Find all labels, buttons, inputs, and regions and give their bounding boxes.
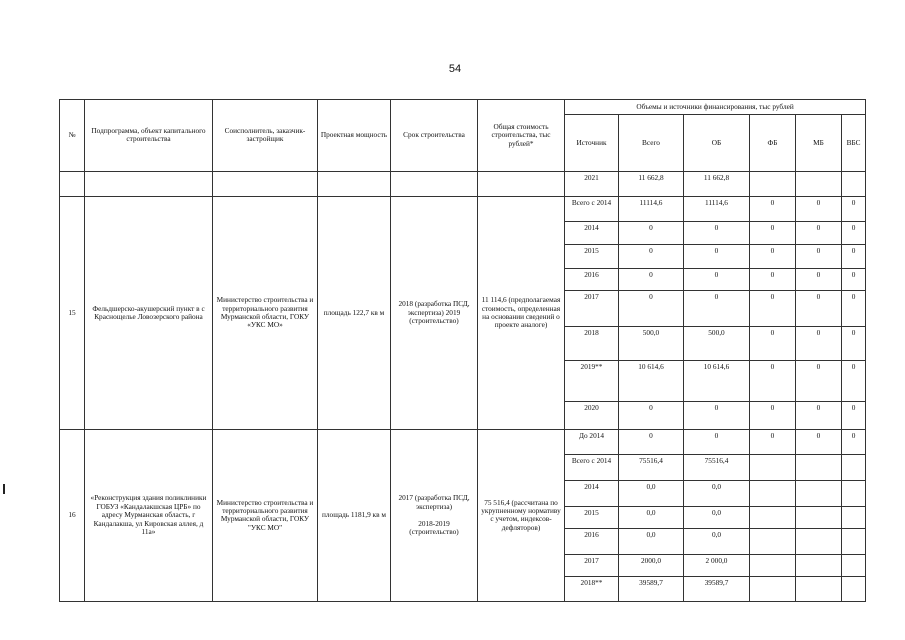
vbs-cell: 0 bbox=[842, 402, 866, 430]
col-total-header: Всего bbox=[619, 115, 684, 171]
financing-header: Объемы и источники финансирования, тыс рублей bbox=[565, 100, 866, 115]
total-cell: 0 bbox=[619, 290, 684, 327]
vbs-cell: 0 bbox=[842, 290, 866, 327]
fb-cell bbox=[750, 506, 796, 529]
vbs-cell bbox=[842, 481, 866, 507]
page-number: 54 bbox=[448, 63, 462, 75]
ob-cell: 0,0 bbox=[684, 506, 750, 529]
ob-cell: 500,0 bbox=[684, 327, 750, 361]
col-num-header: № bbox=[60, 100, 85, 172]
ob-cell: 11114,6 bbox=[684, 197, 750, 222]
vbs-cell: 0 bbox=[842, 361, 866, 402]
col-source-header: Источник bbox=[565, 115, 619, 171]
empty-cell bbox=[213, 171, 318, 197]
total-cost: 11 114,6 (предполагаемая стоимость, определенная на основании сведений о проекте аналоге) bbox=[478, 197, 565, 430]
vbs-cell: 0 bbox=[842, 429, 866, 455]
source-cell: Всего с 2014 bbox=[565, 455, 619, 481]
total-cell: 0,0 bbox=[619, 529, 684, 555]
capacity: площадь 122,7 кв м bbox=[318, 197, 391, 430]
ob-cell: 0 bbox=[684, 245, 750, 269]
total-cell: 2000,0 bbox=[619, 554, 684, 577]
mb-cell: 0 bbox=[796, 361, 842, 402]
period-design: 2017 (разработка ПСД, экспертиза) bbox=[398, 493, 470, 511]
fb-cell: 0 bbox=[750, 245, 796, 269]
fb-cell bbox=[750, 529, 796, 555]
col-mb-header: МБ bbox=[796, 115, 842, 171]
total-cell: 0 bbox=[619, 221, 684, 245]
executor: Министерство строительства и территориального развития Мурманской области, ГОКУ "УКС МО" bbox=[213, 429, 318, 601]
ob-cell: 0 bbox=[684, 290, 750, 327]
total-cell: 0 bbox=[619, 269, 684, 291]
source-cell: 2019** bbox=[565, 361, 619, 402]
vbs-cell bbox=[842, 171, 866, 197]
fb-cell bbox=[750, 455, 796, 481]
fb-cell: 0 bbox=[750, 197, 796, 222]
ob-cell: 0 bbox=[684, 429, 750, 455]
col-total-cost-header: Общая стоимость строительства, тыс рублей* bbox=[478, 100, 565, 172]
financing-table bbox=[59, 99, 866, 602]
mb-cell: 0 bbox=[796, 269, 842, 291]
mb-cell bbox=[796, 171, 842, 197]
ob-cell: 75516,4 bbox=[684, 455, 750, 481]
source-cell: Всего с 2014 bbox=[565, 197, 619, 222]
empty-cell bbox=[391, 171, 478, 197]
col-executor-header: Соисполнитель, заказчик-застройщик bbox=[213, 100, 318, 172]
mb-cell: 0 bbox=[796, 245, 842, 269]
mb-cell: 0 bbox=[796, 429, 842, 455]
vbs-cell bbox=[842, 455, 866, 481]
vbs-cell bbox=[842, 554, 866, 577]
fb-cell: 0 bbox=[750, 290, 796, 327]
vbs-cell bbox=[842, 506, 866, 529]
vbs-cell: 0 bbox=[842, 327, 866, 361]
mb-cell bbox=[796, 577, 842, 602]
total-cell: 500,0 bbox=[619, 327, 684, 361]
ob-cell: 10 614,6 bbox=[684, 361, 750, 402]
vbs-cell: 0 bbox=[842, 221, 866, 245]
ob-cell: 0 bbox=[684, 269, 750, 291]
row-number: 15 bbox=[60, 197, 85, 430]
source-cell: 2018** bbox=[565, 577, 619, 602]
vbs-cell bbox=[842, 529, 866, 555]
vbs-cell: 0 bbox=[842, 269, 866, 291]
mb-cell: 0 bbox=[796, 327, 842, 361]
total-cell: 75516,4 bbox=[619, 455, 684, 481]
ob-cell: 2 000,0 bbox=[684, 554, 750, 577]
table-row bbox=[60, 171, 866, 197]
empty-cell bbox=[60, 171, 85, 197]
fb-cell: 0 bbox=[750, 221, 796, 245]
source-cell: 2016 bbox=[565, 269, 619, 291]
source-cell: 2018 bbox=[565, 327, 619, 361]
source-cell: 2017 bbox=[565, 554, 619, 577]
col-vbs-header: ВБС bbox=[842, 115, 866, 171]
construction-period bbox=[391, 429, 478, 601]
capacity: площадь 1181,9 кв м bbox=[318, 429, 391, 601]
source-cell: 2021 bbox=[565, 171, 619, 197]
object-name: «Реконструкция здания поликлиники ГОБУЗ «Кандалакшская ЦРБ» по адресу Мурманская область, г Кандалакша, ул Кировская аллея, д 11а» bbox=[85, 429, 213, 601]
total-cell: 10 614,6 bbox=[619, 361, 684, 402]
mb-cell bbox=[796, 455, 842, 481]
total-cell: 11 662,8 bbox=[619, 171, 684, 197]
ob-cell: 0,0 bbox=[684, 529, 750, 555]
total-cell: 0,0 bbox=[619, 506, 684, 529]
col-capacity-header: Проектная мощность bbox=[318, 100, 391, 172]
ob-cell: 0 bbox=[684, 402, 750, 430]
construction-period: 2018 (разработка ПСД, экспертиза) 2019 (строительство) bbox=[391, 197, 478, 430]
source-cell: 2016 bbox=[565, 529, 619, 555]
mb-cell bbox=[796, 529, 842, 555]
total-cell: 11114,6 bbox=[619, 197, 684, 222]
mb-cell bbox=[796, 554, 842, 577]
fb-cell: 0 bbox=[750, 327, 796, 361]
total-cell: 0,0 bbox=[619, 481, 684, 507]
object-name: Фельдшерско-акушерский пункт в с Краснощелье Ловозерского района bbox=[85, 197, 213, 430]
source-cell: 2014 bbox=[565, 221, 619, 245]
empty-cell bbox=[85, 171, 213, 197]
col-period-header: Срок строительства bbox=[391, 100, 478, 172]
total-cell: 0 bbox=[619, 245, 684, 269]
executor: Министерство строительства и территориального развития Мурманской области, ГОКУ «УКС МО» bbox=[213, 197, 318, 430]
source-cell: 2015 bbox=[565, 245, 619, 269]
empty-cell bbox=[318, 171, 391, 197]
fb-cell bbox=[750, 577, 796, 602]
ob-cell: 11 662,8 bbox=[684, 171, 750, 197]
fb-cell bbox=[750, 171, 796, 197]
ob-cell: 0 bbox=[684, 221, 750, 245]
row-number: 16 bbox=[60, 429, 85, 601]
fb-cell: 0 bbox=[750, 402, 796, 430]
ob-cell: 0,0 bbox=[684, 481, 750, 507]
mb-cell: 0 bbox=[796, 290, 842, 327]
source-cell: 2020 bbox=[565, 402, 619, 430]
fb-cell bbox=[750, 554, 796, 577]
period-construction: 2018-2019 (строительство) bbox=[409, 518, 459, 537]
table-row bbox=[60, 197, 866, 222]
source-cell: 2014 bbox=[565, 481, 619, 507]
vbs-cell bbox=[842, 577, 866, 602]
empty-cell bbox=[478, 171, 565, 197]
mb-cell bbox=[796, 506, 842, 529]
source-cell: 2015 bbox=[565, 506, 619, 529]
col-subprogram-header: Подпрограмма, объект капитального строительства bbox=[85, 100, 213, 172]
ob-cell: 39589,7 bbox=[684, 577, 750, 602]
table-row bbox=[60, 429, 866, 455]
mb-cell bbox=[796, 481, 842, 507]
margin-mark bbox=[3, 484, 5, 494]
mb-cell: 0 bbox=[796, 221, 842, 245]
col-fb-header: ФБ bbox=[750, 115, 796, 171]
fb-cell bbox=[750, 481, 796, 507]
mb-cell: 0 bbox=[796, 197, 842, 222]
fb-cell: 0 bbox=[750, 361, 796, 402]
header-row-1 bbox=[60, 100, 866, 115]
source-cell: 2017 bbox=[565, 290, 619, 327]
total-cell: 39589,7 bbox=[619, 577, 684, 602]
total-cell: 0 bbox=[619, 402, 684, 430]
mb-cell: 0 bbox=[796, 402, 842, 430]
col-ob-header: ОБ bbox=[684, 115, 750, 171]
vbs-cell: 0 bbox=[842, 245, 866, 269]
fb-cell: 0 bbox=[750, 269, 796, 291]
fb-cell: 0 bbox=[750, 429, 796, 455]
total-cell: 0 bbox=[619, 429, 684, 455]
total-cost: 75 516,4 (рассчитана по укрупненному нормативу с учетом, индексов-дефляторов) bbox=[478, 429, 565, 601]
source-cell: До 2014 bbox=[565, 429, 619, 455]
vbs-cell: 0 bbox=[842, 197, 866, 222]
